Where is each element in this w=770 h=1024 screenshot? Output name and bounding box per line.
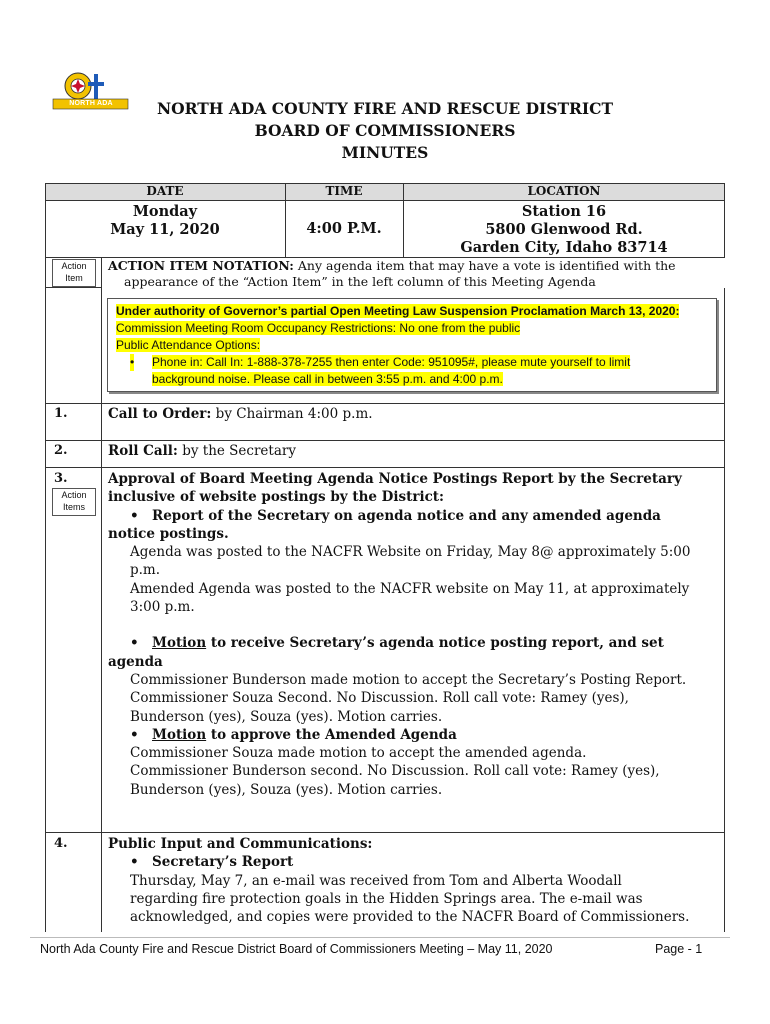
item-3-motion-1-line-a: Commissioner Bunderson made motion to accept the Secretary’s Posting Report. — [130, 671, 687, 688]
item-4-bullet-text: Secretary’s Report — [152, 854, 294, 871]
notice-proclamation: Under authority of Governor’s partial Open Meeting Law Suspension Proclamation March 13, 2020: — [116, 304, 680, 318]
item-3-number: 3. — [54, 471, 68, 486]
item-4-para-line-3: acknowledged, and copies were provided to the NACFR Board of Commissioners. — [130, 909, 690, 926]
item-1-label: Call to Order: — [108, 406, 212, 422]
item-3-para-2: Amended Agenda was posted to the NACFR website on May 11, at approximately — [130, 580, 690, 597]
date-day: Monday — [132, 203, 198, 220]
motion-2-word: Motion — [152, 726, 207, 743]
footer-meeting: North Ada County Fire and Rescue District Board of Commissioners Meeting – May 11, 2020 — [40, 942, 553, 956]
item-3-content — [108, 470, 716, 799]
notation-text: Any agenda item that may have a vote is identified with the — [293, 258, 676, 273]
footer-rule — [30, 937, 730, 938]
item-2-detail: by the Secretary — [177, 443, 296, 459]
item-1-number: 1. — [54, 406, 68, 421]
action-items-badge-line1: Action — [61, 490, 87, 500]
item-2-label: Roll Call: — [108, 443, 178, 459]
location-city: Garden City, Idaho 83714 — [460, 239, 668, 256]
item-3-motion-1-line-c: Bunderson (yes), Souza (yes). Motion carries. — [130, 708, 443, 725]
notice-phone-cont: background noise. Please call in between 3:55 p.m. and 4:00 p.m. — [152, 372, 503, 386]
action-item-notation — [108, 258, 723, 290]
item-3-motion-1 — [108, 634, 716, 652]
item-3-motion-2-line-c: Bunderson (yes), Souza (yes). Motion carries. — [130, 781, 443, 798]
item-4-content — [108, 835, 716, 926]
action-items-badge-line2: Items — [62, 502, 85, 512]
item-3-motion-2-line-a: Commissioner Souza made motion to accept the amended agenda. — [130, 745, 587, 762]
footer-page-number: Page - 1 — [655, 942, 703, 956]
location-station: Station 16 — [521, 203, 607, 220]
notice-phone: Phone in: Call In: 1-888-378-7255 then enter Code: 951095#, please mute yourself to limit — [152, 355, 631, 369]
bullet-icon: • — [130, 507, 139, 524]
item-3-bullet-1-cont: notice postings. — [108, 525, 229, 542]
district-title: NORTH ADA COUNTY FIRE AND RESCUE DISTRICT — [156, 99, 614, 118]
board-title: BOARD OF COMMISSIONERS — [254, 121, 516, 140]
action-items-badge — [52, 488, 96, 516]
item-1-text — [108, 405, 373, 423]
notice-attendance: Public Attendance Options: — [116, 338, 261, 352]
item-3-para-2-cont: 3:00 p.m. — [130, 599, 195, 616]
item-3-motion-1-line-b: Commissioner Souza Second. No Discussion. Roll call vote: Ramey (yes), — [130, 690, 629, 707]
item-4-para-line-1: Thursday, May 7, an e-mail was received from Tom and Alberta Woodall — [130, 872, 622, 889]
item-2-number: 2. — [54, 443, 68, 458]
table-left-border — [45, 288, 46, 932]
item-3-bullet-1 — [108, 507, 716, 525]
item-3-motion-1-cont: agenda — [108, 653, 163, 670]
item-3-heading: Approval of Board Meeting Agenda Notice Postings Report by the Secretary — [108, 471, 682, 487]
time-label: TIME — [325, 184, 363, 198]
item-1-detail: by Chairman 4:00 p.m. — [211, 406, 373, 422]
item-3-heading-cont: inclusive of website postings by the District: — [108, 489, 445, 506]
location-value — [403, 203, 725, 257]
item-3-para-1: Agenda was posted to the NACFR Website on Friday, May 8@ approximately 5:00 — [130, 544, 691, 561]
table-right-border — [724, 288, 725, 932]
row-divider — [45, 403, 725, 404]
notice-occupancy: Commission Meeting Room Occupancy Restrictions: No one from the public — [116, 321, 521, 335]
date-full: May 11, 2020 — [110, 221, 220, 238]
action-item-badge — [52, 259, 96, 287]
logo-text: NORTH ADA COUNTY — [69, 100, 113, 117]
motion-1-rest: to receive Secretary’s agenda notice posting report, and set — [206, 635, 664, 652]
bullet-icon: • — [130, 854, 139, 871]
item-3-para-1-cont: p.m. — [130, 562, 161, 579]
row-divider — [45, 467, 725, 468]
location-street: 5800 Glenwood Rd. — [485, 221, 643, 238]
item-4-bullet — [108, 853, 716, 871]
row-divider — [45, 440, 725, 441]
item-4-heading: Public Input and Communications: — [108, 836, 373, 852]
table-col-divider — [101, 288, 102, 932]
location-label: LOCATION — [527, 184, 601, 198]
item-4-para-line-2: regarding fire protection goals in the Hidden Springs area. The e-mail was — [130, 890, 643, 907]
row-divider — [45, 832, 725, 833]
item-3-motion-2 — [108, 726, 716, 744]
action-item-badge-line2: Item — [65, 273, 83, 283]
item-3-bullet-1-text: Report of the Secretary on agenda notice and any amended agenda — [152, 507, 661, 524]
bullet-icon: • — [130, 726, 139, 743]
item-4-number: 4. — [54, 836, 68, 851]
motion-2-rest: to approve the Amended Agenda — [206, 726, 457, 743]
action-item-badge-line1: Action — [61, 261, 87, 271]
bullet-icon: • — [130, 355, 135, 369]
item-3-motion-2-line-b: Commissioner Bunderson second. No Discussion. Roll call vote: Ramey (yes), — [130, 763, 660, 780]
time-value: 4:00 P.M. — [306, 220, 382, 237]
motion-1-word: Motion — [152, 635, 207, 652]
date-label: DATE — [146, 184, 184, 198]
notation-label: ACTION ITEM NOTATION: — [108, 258, 294, 273]
date-value — [45, 203, 285, 239]
item-2-text — [108, 442, 296, 460]
bullet-icon: • — [130, 635, 139, 652]
minutes-title: MINUTES — [341, 143, 429, 162]
covid-notice-box — [107, 298, 717, 392]
notation-text-cont: appearance of the “Action Item” in the left column of this Meeting Agenda — [124, 274, 596, 289]
